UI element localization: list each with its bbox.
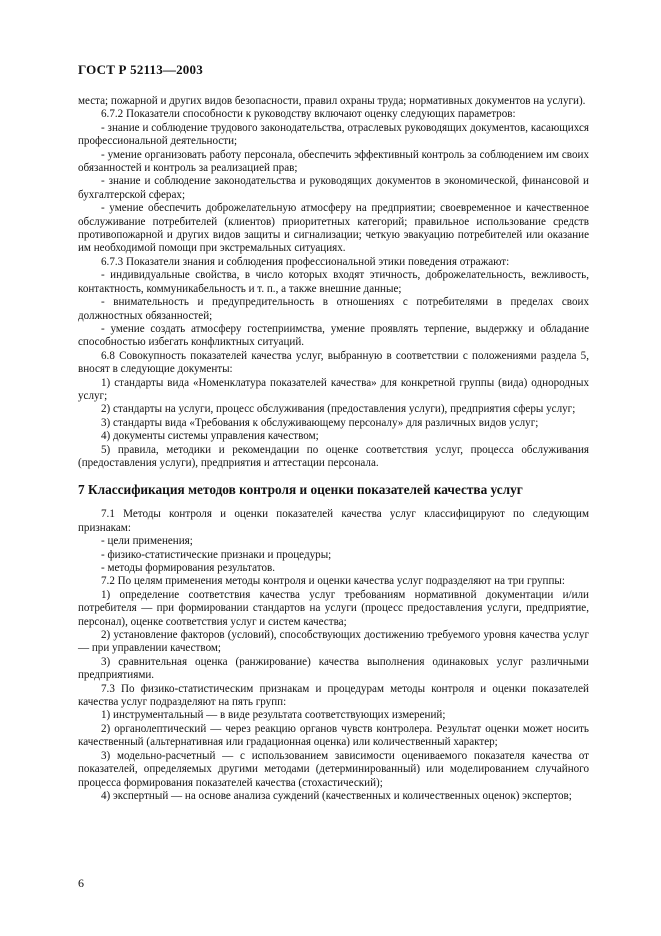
document-body xyxy=(78,95,589,803)
list-item: 4) экспертный — на основе анализа суждений (качественных и количественных оценок) экспертов; xyxy=(101,789,572,802)
paragraph: места; пожарной и других видов безопасности, правил охраны труда; нормативных документов на услуги). xyxy=(78,95,586,107)
document-code-header: ГОСТ Р 52113—2003 xyxy=(78,62,203,77)
list-item: 2) органолептический — через реакцию органов чувств контролера. Результат оценки может носить качественный (альтернативная или градационная оценка) или количественный характер; xyxy=(78,722,589,749)
paragraph: 6.8 Совокупность показателей качества услуг, выбранную в соответствии с положениями раздела 5, вносят в следующие документы: xyxy=(78,349,589,376)
list-item: 1) инструментальный — в виде результата соответствующих измерений; xyxy=(101,709,446,722)
list-item: - внимательность и предупредительность в отношениях с потребителями в пределах своих должностных обязанностей; xyxy=(78,296,589,322)
paragraph: 6.7.3 Показатели знания и соблюдения профессиональной этики поведения отражают: xyxy=(101,255,510,268)
list-item: 3) сравнительная оценка (ранжирование) качества выполнения одинаковых услуг различными предприятиями. xyxy=(78,655,589,682)
paragraph: 7.3 По физико-статистическим признакам и процедурам методы контроля и оценки показателей качества услуг подразделяют на пять групп: xyxy=(78,682,589,709)
list-item: - умение организовать работу персонала, обеспечить эффективный контроль за соблюдением им своих обязанностей и контроль за реализацией прав; xyxy=(78,148,589,175)
list-item: - цели применения; xyxy=(101,535,193,548)
list-item: 5) правила, методики и рекомендации по оценке соответствия услуг, процесса обслуживания (предоставления услуги), предприятия и аттестации персонала. xyxy=(78,443,589,469)
list-item: 2) стандарты на услуги, процесс обслуживания (предоставления услуги), предприятия сферы услуг; xyxy=(101,403,576,416)
list-item: - знание и соблюдение законодательства и руководящих документов в экономической, финансовой и бухгалтерской сферах; xyxy=(78,175,589,201)
list-item: 3) стандарты вида «Требования к обслуживающему персоналу» для различных видов услуг; xyxy=(101,416,539,429)
paragraph: 7.1 Методы контроля и оценки показателей качества услуг классифицируют по следующим признакам: xyxy=(78,508,589,534)
list-item: - умение обеспечить доброжелательную атмосферу на предприятии; своевременное и качественное обслуживание потребителей (клиентов) приоритетных категорий; правильное использование средств противопожарной и других видов защиты и сигнализации; четкую эвакуацию потребителей или оказание им необходимой помощи при экстремальных ситуациях. xyxy=(78,202,589,255)
list-item: 1) стандарты вида «Номенклатура показателей качества» для конкретной группы (вида) однородных услуг; xyxy=(78,376,589,402)
list-item: 2) установление факторов (условий), способствующих достижению требуемого уровня качества услуг — при управлении качеством; xyxy=(78,629,589,655)
list-item: - знание и соблюдение трудового законодательства, отраслевых руководящих документов, касающихся профессиональной деятельности; xyxy=(78,121,589,148)
section-title: 7 Классификация методов контроля и оценки показателей качества услуг xyxy=(78,482,523,498)
list-item: - методы формирования результатов. xyxy=(101,562,276,574)
page-number: 6 xyxy=(78,876,84,890)
paragraph: 7.2 По целям применения методы контроля и оценки качества услуг подразделяют на три группы: xyxy=(101,575,565,588)
list-item: 4) документы системы управления качеством; xyxy=(101,430,319,443)
list-item: - умение создать атмосферу гостеприимства, умение проявлять терпение, выдержку и обладание способностью избегать конфликтных ситуаций. xyxy=(78,322,589,349)
paragraph: 6.7.2 Показатели способности к руководству включают оценку следующих параметров: xyxy=(101,108,516,121)
list-item: - индивидуальные свойства, в число которых входят этичность, доброжелательность, вежливость, контактность, коммуникабельность и т. п., а также внешние данные; xyxy=(78,269,589,295)
list-item: 3) модельно-расчетный — с использованием зависимости оцениваемого показателя качества от показателей, определяемых другими методами (детерминированный) или моделированием случайного процесса формирования показателей качества (стохастический); xyxy=(78,749,589,789)
list-item: 1) определение соответствия качества услуг требованиям нормативной документации и/или потребителя — при формировании стандартов на услуги (процесс предоставления услуги, предприятие, персонал), оценке соответствия услуг и систем качества; xyxy=(78,588,589,628)
list-item: - физико-статистические признаки и процедуры; xyxy=(101,548,332,561)
